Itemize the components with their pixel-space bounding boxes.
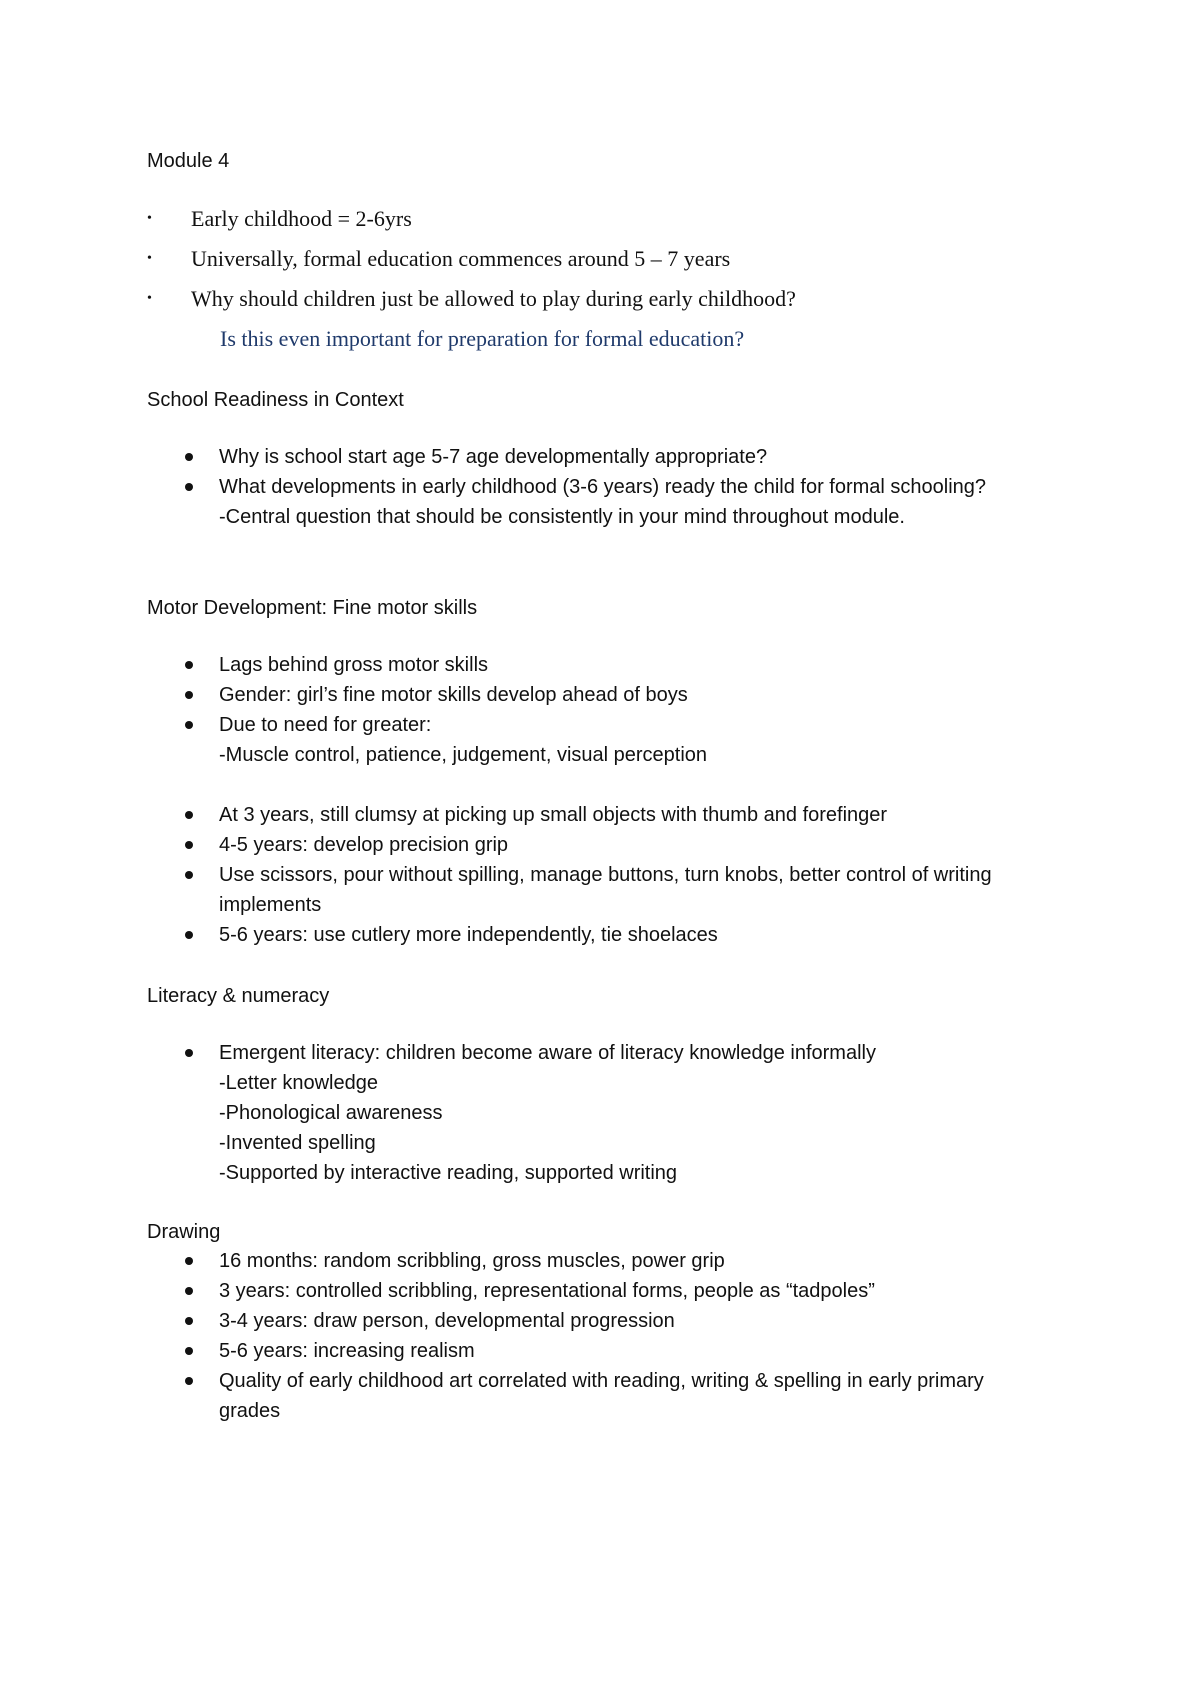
- sub-note: -Central question that should be consistently in your mind throughout module.: [219, 506, 905, 528]
- list-item: 5-6 years: increasing realism: [185, 1336, 1045, 1366]
- list-item: • Why should children just be allowed to play during early childhood?: [147, 279, 796, 319]
- bullet-icon: [185, 811, 193, 819]
- bullet-icon: [185, 1317, 193, 1325]
- bullet-icon: [185, 841, 193, 849]
- bullet-icon: [185, 931, 193, 939]
- list-item: • Universally, formal education commences around 5 – 7 years: [147, 239, 796, 279]
- section-heading-motor: Motor Development: Fine motor skills: [147, 597, 478, 619]
- intro-list: [147, 199, 796, 319]
- bullet-icon: [185, 1287, 193, 1295]
- sub-note: -Phonological awareness: [219, 1102, 443, 1124]
- school-readiness-list: [185, 442, 1045, 532]
- section-heading-literacy: Literacy & numeracy: [147, 985, 330, 1007]
- bullet-icon: [185, 1347, 193, 1355]
- list-item: 3-4 years: draw person, developmental progression: [185, 1306, 1045, 1336]
- bullet-icon: [185, 661, 193, 669]
- list-item: Emergent literacy: children become aware of literacy knowledge informally -Letter knowledge -Phonological awareness -Invented spelling -Supported by interactive reading, supported writing: [185, 1038, 1045, 1188]
- sub-note: -Muscle control, patience, judgement, visual perception: [219, 744, 708, 766]
- motor-list-b: [185, 800, 1045, 950]
- section-heading-school-readiness: School Readiness in Context: [147, 389, 404, 411]
- bullet-icon: [185, 453, 193, 461]
- bullet-icon: [185, 1377, 193, 1385]
- bullet-icon: •: [147, 291, 152, 306]
- list-item: • Early childhood = 2-6yrs: [147, 199, 796, 239]
- list-item: 5-6 years: use cutlery more independently, tie shoelaces: [185, 920, 1045, 950]
- list-item: Gender: girl’s fine motor skills develop ahead of boys: [185, 680, 1045, 710]
- bullet-icon: •: [147, 251, 152, 266]
- drawing-list: [185, 1246, 1045, 1426]
- list-item: Due to need for greater: -Muscle control, patience, judgement, visual perception: [185, 710, 1045, 770]
- bullet-icon: [185, 483, 193, 491]
- list-item: Lags behind gross motor skills: [185, 650, 1045, 680]
- list-item: 4-5 years: develop precision grip: [185, 830, 1045, 860]
- bullet-icon: [185, 1257, 193, 1265]
- sub-note: -Invented spelling: [219, 1132, 376, 1154]
- list-item: 16 months: random scribbling, gross muscles, power grip: [185, 1246, 1045, 1276]
- list-item: Why is school start age 5-7 age developmentally appropriate?: [185, 442, 1045, 472]
- literacy-list: [185, 1038, 1045, 1188]
- list-item: Use scissors, pour without spilling, manage buttons, turn knobs, better control of writing implements: [185, 860, 1045, 920]
- list-item: At 3 years, still clumsy at picking up small objects with thumb and forefinger: [185, 800, 1045, 830]
- list-item: 3 years: controlled scribbling, representational forms, people as “tadpoles”: [185, 1276, 1045, 1306]
- bullet-icon: [185, 1049, 193, 1057]
- list-item: What developments in early childhood (3-6 years) ready the child for formal schooling? -Central question that should be consistently in your mind throughout module.: [185, 472, 1045, 532]
- sub-note: -Letter knowledge: [219, 1072, 378, 1094]
- bullet-icon: •: [147, 211, 152, 226]
- bullet-icon: [185, 871, 193, 879]
- bullet-icon: [185, 721, 193, 729]
- motor-list-a: [185, 650, 1045, 770]
- module-title: Module 4: [147, 150, 230, 172]
- bullet-icon: [185, 691, 193, 699]
- sub-note: -Supported by interactive reading, supported writing: [219, 1162, 678, 1184]
- section-heading-drawing: Drawing: [147, 1221, 221, 1243]
- intro-note: Is this even important for preparation for formal education?: [220, 326, 745, 351]
- list-item: Quality of early childhood art correlated with reading, writing & spelling in early primary grades: [185, 1366, 1045, 1426]
